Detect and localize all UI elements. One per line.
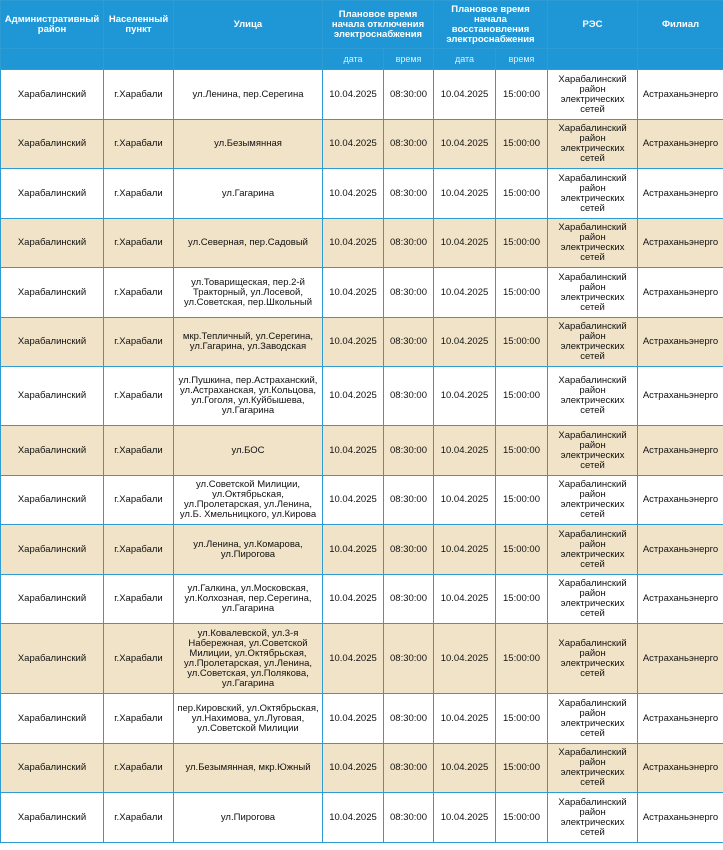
table-row bbox=[1, 120, 723, 169]
cell-off-time: 08:30:00 bbox=[384, 70, 434, 120]
cell-street: ул.Ленина, ул.Комарова, ул.Пирогова bbox=[174, 525, 323, 575]
cell-off-time: 08:30:00 bbox=[384, 744, 434, 793]
cell-locality: г.Харабали bbox=[104, 219, 174, 268]
cell-locality: г.Харабали bbox=[104, 744, 174, 793]
cell-off-time: 08:30:00 bbox=[384, 575, 434, 624]
header-planned-on: Плановое время начала восстановления электроснабжения bbox=[434, 1, 548, 49]
cell-on-time: 15:00:00 bbox=[496, 169, 548, 219]
cell-branch: Астраханьэнерго bbox=[638, 318, 723, 367]
cell-branch: Астраханьэнерго bbox=[638, 744, 723, 793]
cell-off-time: 08:30:00 bbox=[384, 476, 434, 525]
cell-res: Харабалинский район электрических сетей bbox=[548, 70, 638, 120]
cell-off-date: 10.04.2025 bbox=[323, 70, 384, 120]
cell-res: Харабалинский район электрических сетей bbox=[548, 426, 638, 476]
cell-on-date: 10.04.2025 bbox=[434, 426, 496, 476]
cell-locality: г.Харабали bbox=[104, 525, 174, 575]
cell-district: Харабалинский bbox=[1, 624, 104, 694]
table-row bbox=[1, 219, 723, 268]
table-row bbox=[1, 476, 723, 525]
cell-street: ул.Гагарина bbox=[174, 169, 323, 219]
cell-street: ул.Безымянная bbox=[174, 120, 323, 169]
cell-res: Харабалинский район электрических сетей bbox=[548, 169, 638, 219]
table-row bbox=[1, 575, 723, 624]
cell-res: Харабалинский район электрических сетей bbox=[548, 318, 638, 367]
cell-off-date: 10.04.2025 bbox=[323, 694, 384, 744]
subheader-empty bbox=[1, 49, 104, 70]
cell-on-time: 15:00:00 bbox=[496, 318, 548, 367]
cell-off-time: 08:30:00 bbox=[384, 694, 434, 744]
cell-on-time: 15:00:00 bbox=[496, 476, 548, 525]
cell-district: Харабалинский bbox=[1, 744, 104, 793]
table-row bbox=[1, 694, 723, 744]
cell-on-date: 10.04.2025 bbox=[434, 476, 496, 525]
cell-locality: г.Харабали bbox=[104, 367, 174, 426]
header-planned-off: Плановое время начала отключения электроснабжения bbox=[323, 1, 434, 49]
cell-locality: г.Харабали bbox=[104, 70, 174, 120]
cell-off-time: 08:30:00 bbox=[384, 525, 434, 575]
cell-branch: Астраханьэнерго bbox=[638, 624, 723, 694]
cell-on-date: 10.04.2025 bbox=[434, 694, 496, 744]
cell-on-date: 10.04.2025 bbox=[434, 268, 496, 318]
cell-off-date: 10.04.2025 bbox=[323, 120, 384, 169]
cell-street: ул.БОС bbox=[174, 426, 323, 476]
cell-on-time: 15:00:00 bbox=[496, 694, 548, 744]
table-row bbox=[1, 169, 723, 219]
cell-district: Харабалинский bbox=[1, 219, 104, 268]
table-row bbox=[1, 624, 723, 694]
cell-branch: Астраханьэнерго bbox=[638, 120, 723, 169]
cell-branch: Астраханьэнерго bbox=[638, 367, 723, 426]
table-row bbox=[1, 318, 723, 367]
table-row bbox=[1, 367, 723, 426]
cell-locality: г.Харабали bbox=[104, 268, 174, 318]
cell-off-date: 10.04.2025 bbox=[323, 268, 384, 318]
cell-locality: г.Харабали bbox=[104, 426, 174, 476]
cell-locality: г.Харабали bbox=[104, 318, 174, 367]
cell-off-date: 10.04.2025 bbox=[323, 744, 384, 793]
header-district: Административный район bbox=[1, 1, 104, 49]
cell-street: ул.Товарищеская, пер.2-й Тракторный, ул.Лосевой, ул.Советская, пер.Школьный bbox=[174, 268, 323, 318]
cell-locality: г.Харабали bbox=[104, 575, 174, 624]
cell-off-date: 10.04.2025 bbox=[323, 476, 384, 525]
cell-off-date: 10.04.2025 bbox=[323, 426, 384, 476]
cell-res: Харабалинский район электрических сетей bbox=[548, 476, 638, 525]
cell-district: Харабалинский bbox=[1, 793, 104, 843]
cell-off-date: 10.04.2025 bbox=[323, 575, 384, 624]
cell-locality: г.Харабали bbox=[104, 624, 174, 694]
cell-on-date: 10.04.2025 bbox=[434, 624, 496, 694]
cell-res: Харабалинский район электрических сетей bbox=[548, 575, 638, 624]
cell-on-time: 15:00:00 bbox=[496, 426, 548, 476]
subheader-empty bbox=[174, 49, 323, 70]
table-row bbox=[1, 268, 723, 318]
table-subheader-row bbox=[1, 49, 723, 70]
table-header-row bbox=[1, 1, 723, 49]
cell-district: Харабалинский bbox=[1, 120, 104, 169]
cell-off-time: 08:30:00 bbox=[384, 120, 434, 169]
cell-street: ул.Ковалевской, ул.3-я Набережная, ул.Советской Милиции, ул.Октябрьская, ул.Пролетарская, ул.Ленина, ул.Советская, ул.Полякова, ул.Гагарина bbox=[174, 624, 323, 694]
cell-district: Харабалинский bbox=[1, 70, 104, 120]
cell-on-time: 15:00:00 bbox=[496, 744, 548, 793]
table-row bbox=[1, 70, 723, 120]
cell-on-time: 15:00:00 bbox=[496, 367, 548, 426]
cell-res: Харабалинский район электрических сетей bbox=[548, 525, 638, 575]
cell-off-time: 08:30:00 bbox=[384, 426, 434, 476]
cell-district: Харабалинский bbox=[1, 575, 104, 624]
cell-on-date: 10.04.2025 bbox=[434, 367, 496, 426]
cell-res: Харабалинский район электрических сетей bbox=[548, 744, 638, 793]
cell-on-time: 15:00:00 bbox=[496, 525, 548, 575]
cell-street: мкр.Тепличный, ул.Серегина, ул.Гагарина, ул.Заводская bbox=[174, 318, 323, 367]
cell-district: Харабалинский bbox=[1, 268, 104, 318]
cell-district: Харабалинский bbox=[1, 476, 104, 525]
cell-res: Харабалинский район электрических сетей bbox=[548, 624, 638, 694]
table-row bbox=[1, 744, 723, 793]
cell-branch: Астраханьэнерго bbox=[638, 70, 723, 120]
cell-res: Харабалинский район электрических сетей bbox=[548, 367, 638, 426]
cell-district: Харабалинский bbox=[1, 367, 104, 426]
subheader-on-time: время bbox=[496, 49, 548, 70]
cell-branch: Астраханьэнерго bbox=[638, 525, 723, 575]
subheader-empty bbox=[638, 49, 723, 70]
cell-on-time: 15:00:00 bbox=[496, 624, 548, 694]
cell-district: Харабалинский bbox=[1, 318, 104, 367]
cell-street: ул.Пирогова bbox=[174, 793, 323, 843]
cell-res: Харабалинский район электрических сетей bbox=[548, 219, 638, 268]
cell-locality: г.Харабали bbox=[104, 169, 174, 219]
cell-off-date: 10.04.2025 bbox=[323, 367, 384, 426]
cell-on-date: 10.04.2025 bbox=[434, 744, 496, 793]
cell-branch: Астраханьэнерго bbox=[638, 219, 723, 268]
cell-on-date: 10.04.2025 bbox=[434, 793, 496, 843]
subheader-off-date: дата bbox=[323, 49, 384, 70]
cell-off-date: 10.04.2025 bbox=[323, 318, 384, 367]
header-branch: Филиал bbox=[638, 1, 723, 49]
table-row bbox=[1, 793, 723, 843]
cell-street: ул.Безымянная, мкр.Южный bbox=[174, 744, 323, 793]
cell-off-time: 08:30:00 bbox=[384, 624, 434, 694]
cell-res: Харабалинский район электрических сетей bbox=[548, 120, 638, 169]
cell-off-time: 08:30:00 bbox=[384, 219, 434, 268]
cell-on-time: 15:00:00 bbox=[496, 268, 548, 318]
cell-street: ул.Советской Милиции, ул.Октябрьская, ул.Пролетарская, ул.Ленина, ул.Б. Хмельницкого, ул.Кирова bbox=[174, 476, 323, 525]
table-row bbox=[1, 426, 723, 476]
cell-off-time: 08:30:00 bbox=[384, 169, 434, 219]
header-locality: Населенный пункт bbox=[104, 1, 174, 49]
cell-district: Харабалинский bbox=[1, 694, 104, 744]
header-res: РЭС bbox=[548, 1, 638, 49]
cell-on-time: 15:00:00 bbox=[496, 120, 548, 169]
table-row bbox=[1, 525, 723, 575]
cell-on-date: 10.04.2025 bbox=[434, 70, 496, 120]
cell-branch: Астраханьэнерго bbox=[638, 426, 723, 476]
cell-street: ул.Северная, пер.Садовый bbox=[174, 219, 323, 268]
cell-locality: г.Харабали bbox=[104, 694, 174, 744]
subheader-empty bbox=[104, 49, 174, 70]
table-body bbox=[1, 70, 723, 843]
cell-branch: Астраханьэнерго bbox=[638, 268, 723, 318]
cell-on-time: 15:00:00 bbox=[496, 219, 548, 268]
cell-off-date: 10.04.2025 bbox=[323, 624, 384, 694]
subheader-on-date: дата bbox=[434, 49, 496, 70]
cell-on-date: 10.04.2025 bbox=[434, 318, 496, 367]
subheader-off-time: время bbox=[384, 49, 434, 70]
cell-off-date: 10.04.2025 bbox=[323, 793, 384, 843]
cell-on-date: 10.04.2025 bbox=[434, 120, 496, 169]
cell-locality: г.Харабали bbox=[104, 793, 174, 843]
cell-on-date: 10.04.2025 bbox=[434, 169, 496, 219]
cell-street: ул.Галкина, ул.Московская, ул.Колхозная, пер.Серегина, ул.Гагарина bbox=[174, 575, 323, 624]
cell-off-time: 08:30:00 bbox=[384, 367, 434, 426]
cell-res: Харабалинский район электрических сетей bbox=[548, 268, 638, 318]
cell-district: Харабалинский bbox=[1, 426, 104, 476]
cell-branch: Астраханьэнерго bbox=[638, 694, 723, 744]
cell-street: ул.Пушкина, пер.Астраханский, ул.Астраханская, ул.Кольцова, ул.Гоголя, ул.Куйбышева, ул.Гагарина bbox=[174, 367, 323, 426]
subheader-empty bbox=[548, 49, 638, 70]
cell-district: Харабалинский bbox=[1, 525, 104, 575]
cell-res: Харабалинский район электрических сетей bbox=[548, 793, 638, 843]
cell-locality: г.Харабали bbox=[104, 476, 174, 525]
header-street: Улица bbox=[174, 1, 323, 49]
cell-branch: Астраханьэнерго bbox=[638, 476, 723, 525]
cell-on-time: 15:00:00 bbox=[496, 575, 548, 624]
cell-off-time: 08:30:00 bbox=[384, 268, 434, 318]
cell-on-date: 10.04.2025 bbox=[434, 575, 496, 624]
cell-off-date: 10.04.2025 bbox=[323, 219, 384, 268]
cell-locality: г.Харабали bbox=[104, 120, 174, 169]
cell-off-time: 08:30:00 bbox=[384, 318, 434, 367]
cell-branch: Астраханьэнерго bbox=[638, 793, 723, 843]
cell-off-date: 10.04.2025 bbox=[323, 525, 384, 575]
cell-on-time: 15:00:00 bbox=[496, 793, 548, 843]
cell-branch: Астраханьэнерго bbox=[638, 575, 723, 624]
cell-res: Харабалинский район электрических сетей bbox=[548, 694, 638, 744]
cell-branch: Астраханьэнерго bbox=[638, 169, 723, 219]
cell-street: пер.Кировский, ул.Октябрьская, ул.Нахимова, ул.Луговая, ул.Советской Милиции bbox=[174, 694, 323, 744]
cell-on-date: 10.04.2025 bbox=[434, 219, 496, 268]
cell-district: Харабалинский bbox=[1, 169, 104, 219]
cell-off-date: 10.04.2025 bbox=[323, 169, 384, 219]
cell-on-time: 15:00:00 bbox=[496, 70, 548, 120]
cell-off-time: 08:30:00 bbox=[384, 793, 434, 843]
cell-street: ул.Ленина, пер.Серегина bbox=[174, 70, 323, 120]
cell-on-date: 10.04.2025 bbox=[434, 525, 496, 575]
